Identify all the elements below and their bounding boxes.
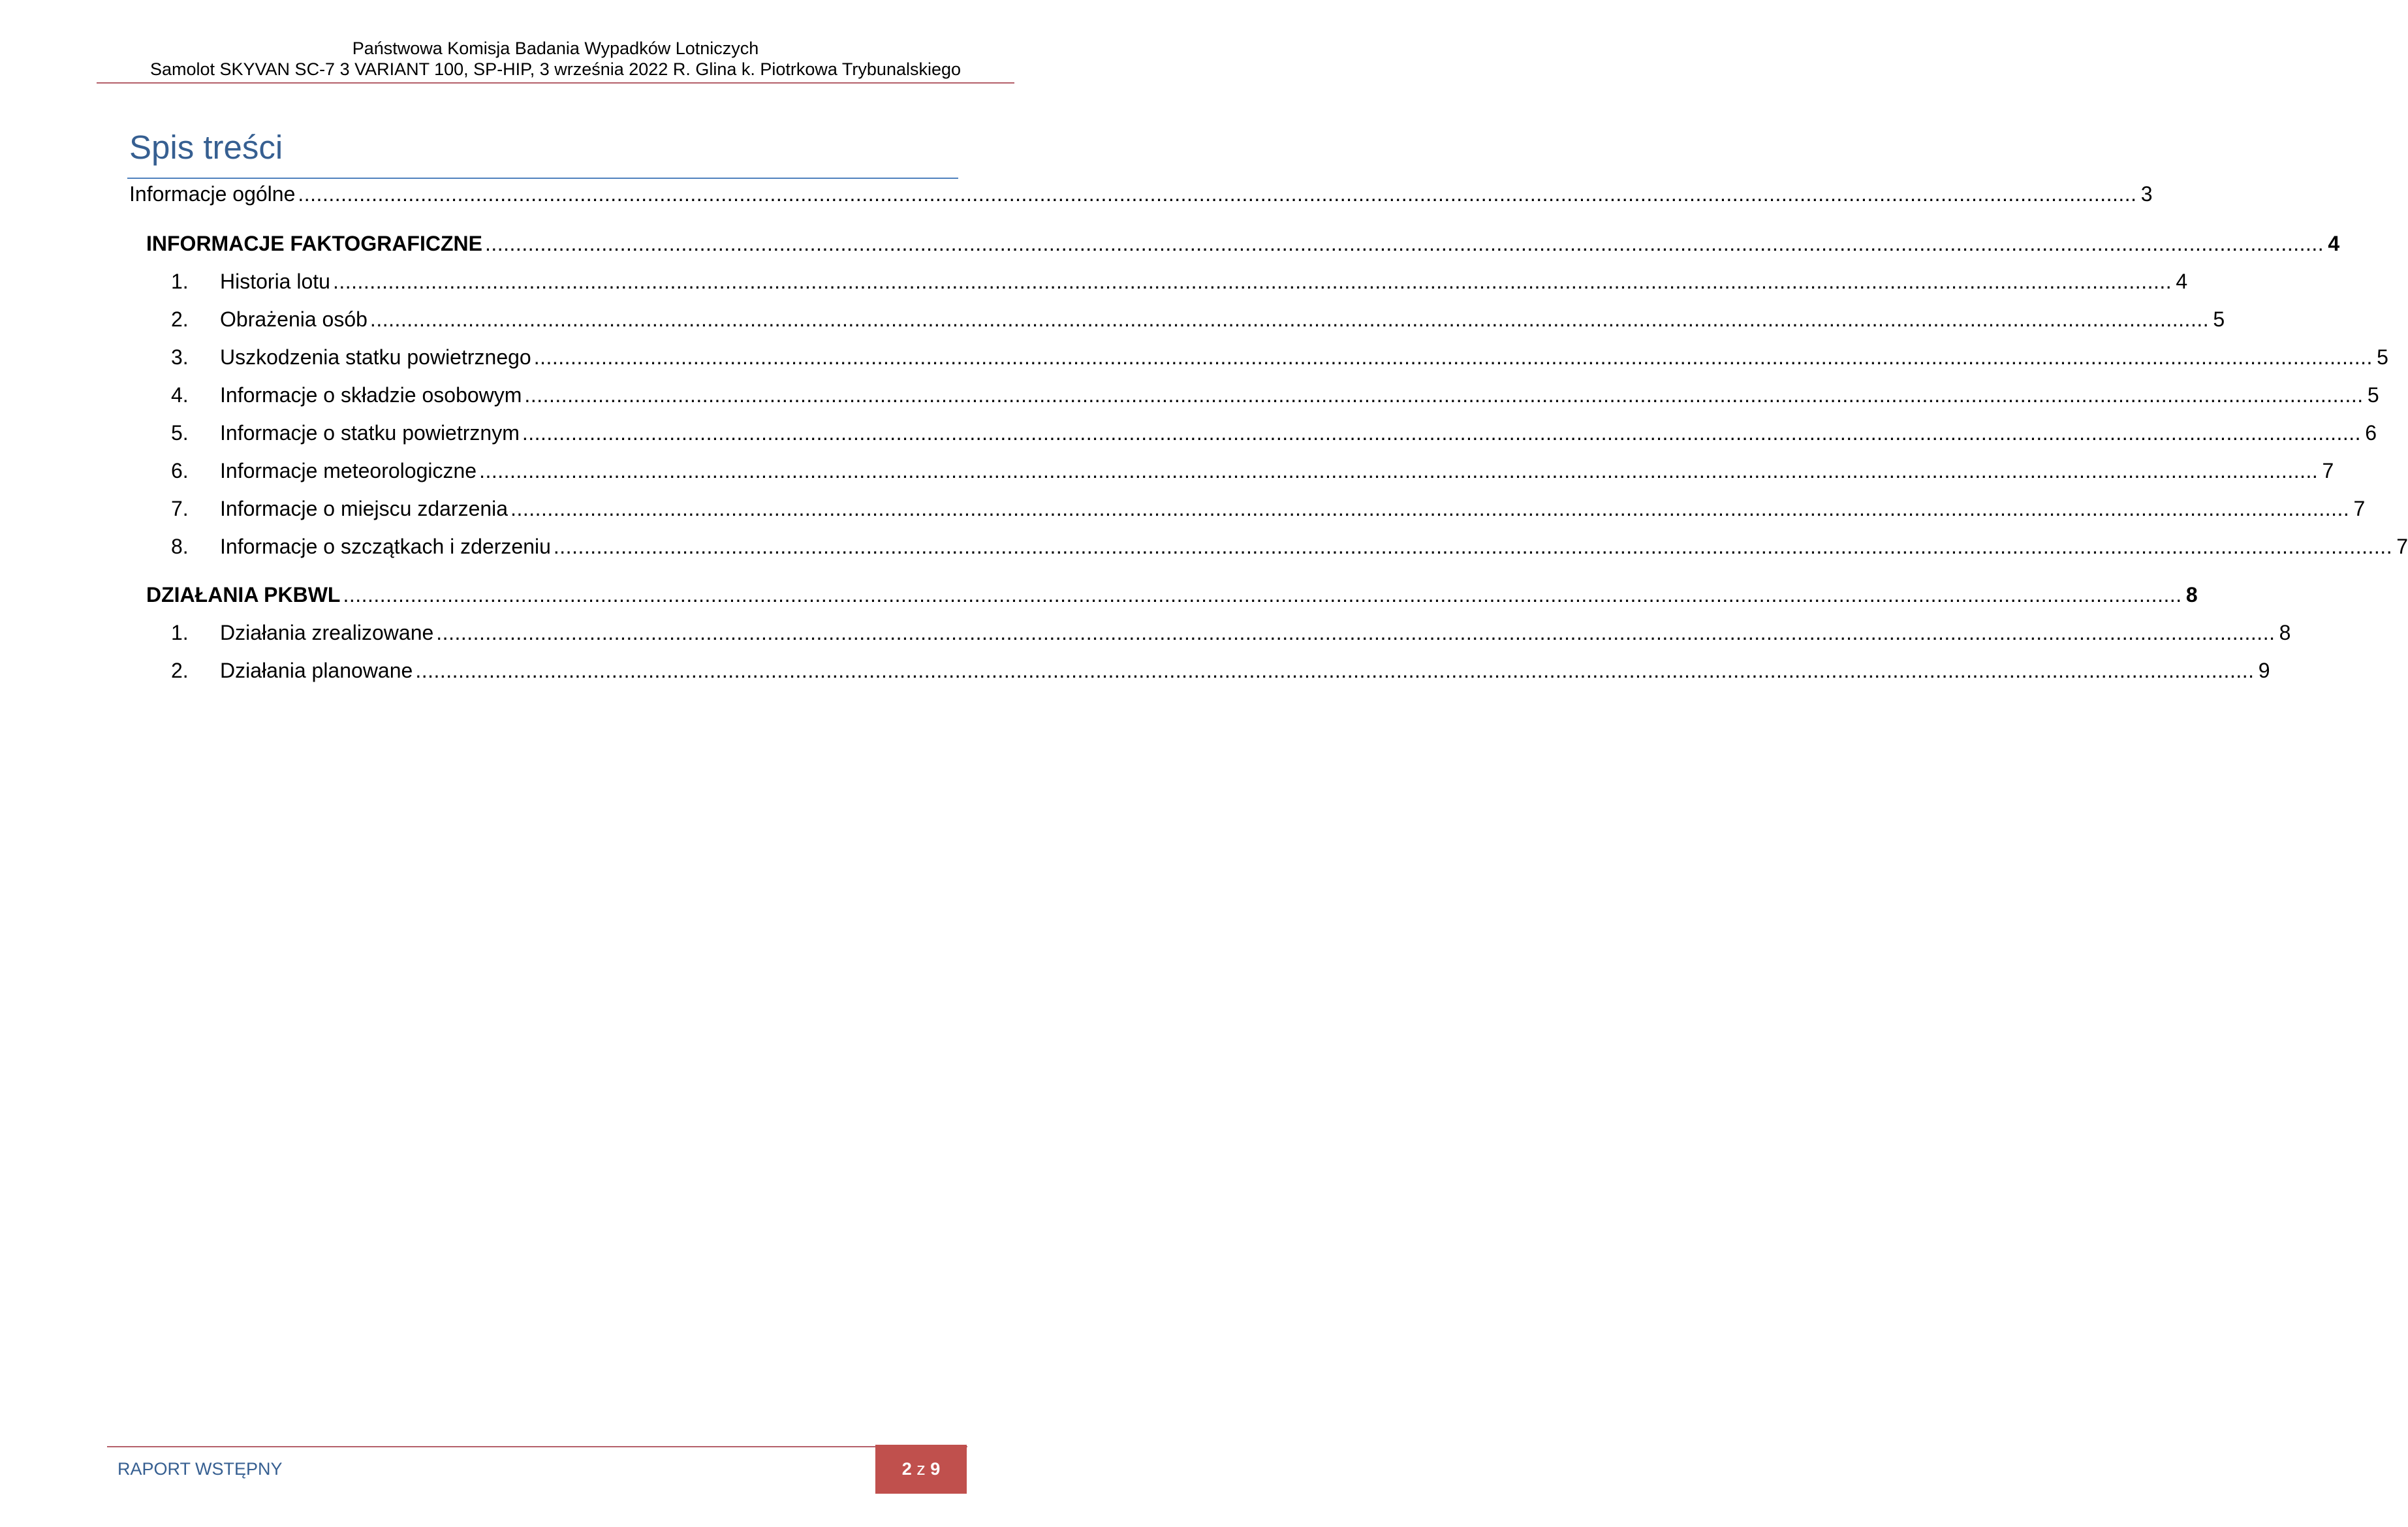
toc-entry-page: 8 (2279, 621, 2291, 644)
toc-entry-page: 4 (2176, 270, 2188, 293)
toc-subentry[interactable] (171, 382, 2379, 408)
toc-entry-number: 2. (171, 659, 189, 682)
toc-entry-page: 5 (2377, 345, 2388, 369)
toc-entry-page: 6 (2365, 421, 2377, 445)
toc-entry-page: 3 (2140, 182, 2153, 206)
toc-subentry[interactable] (171, 533, 2408, 559)
toc-subentry[interactable] (171, 657, 2270, 684)
toc-entry-page: 4 (2328, 232, 2340, 255)
toc-entry-page: 7 (2396, 535, 2408, 558)
toc-section-entry[interactable] (146, 230, 2340, 257)
toc-entry-page: 8 (2185, 583, 2198, 606)
page-header (97, 38, 1014, 80)
toc-leader-dots: ............................................................................................................................................................................................................................................................................................................ (415, 659, 2255, 682)
toc-leader-dots: ............................................................................................................................................................................................................................................................................................................ (510, 497, 2350, 520)
toc-entry[interactable] (129, 181, 2153, 207)
toc-subentry[interactable] (171, 420, 2377, 446)
toc-entry-label: Informacje o szczątkach i zderzeniu (220, 535, 551, 558)
toc-entry-page: 5 (2367, 383, 2379, 407)
header-organization: Państwowa Komisja Badania Wypadków Lotniczych (352, 39, 759, 58)
toc-entry-label: Informacje o miejscu zdarzenia (220, 497, 508, 520)
toc-entry-label: INFORMACJE FAKTOGRAFICZNE (146, 232, 482, 255)
toc-entry-number: 5. (171, 421, 189, 445)
toc-entry-label: Działania planowane (220, 659, 413, 682)
toc-title-divider (127, 178, 958, 179)
toc-entry-page: 5 (2213, 307, 2225, 331)
toc-section-entry[interactable] (146, 582, 2198, 608)
toc-entry-label: Informacje ogólne (129, 182, 296, 206)
toc-entry-page: 7 (2353, 497, 2366, 520)
toc-entry-number: 1. (171, 621, 189, 644)
page-separator: z (916, 1459, 926, 1479)
header-divider (97, 82, 1014, 84)
toc-entry-label: Informacje o składzie osobowym (220, 383, 522, 407)
toc-title: Spis treści (129, 129, 283, 166)
toc-leader-dots: ............................................................................................................................................................................................................................................................................................................ (343, 583, 2182, 606)
toc-leader-dots: ............................................................................................................................................................................................................................................................................................................ (522, 421, 2362, 445)
toc-entry-page: 9 (2258, 659, 2270, 682)
toc-entry-number: 7. (171, 497, 189, 520)
toc-leader-dots: ............................................................................................................................................................................................................................................................................................................ (332, 270, 2172, 293)
toc-entry-number: 1. (171, 270, 189, 293)
footer-report-type: RAPORT WSTĘPNY (117, 1459, 283, 1479)
footer-page-indicator (875, 1445, 967, 1494)
header-subject: Samolot SKYVAN SC-7 3 VARIANT 100, SP-HIP, 3 września 2022 R. Glina k. Piotrkowa Trybunalskiego (149, 59, 962, 79)
toc-entry-label: Uszkodzenia statku powietrznego (220, 345, 531, 369)
toc-entry-label: Historia lotu (220, 270, 330, 293)
page-current: 2 (901, 1459, 912, 1479)
toc-entry-label: Działania zrealizowane (220, 621, 434, 644)
toc-subentry[interactable] (171, 458, 2334, 484)
toc-leader-dots: ............................................................................................................................................................................................................................................................................................................ (436, 621, 2275, 644)
toc-entry-label: DZIAŁANIA PKBWL (146, 583, 341, 606)
toc-entry-number: 2. (171, 307, 189, 331)
footer-divider (107, 1446, 967, 1447)
toc-entry-number: 6. (171, 459, 189, 482)
toc-subentry[interactable] (171, 620, 2291, 646)
toc-leader-dots: ............................................................................................................................................................................................................................................................................................................ (479, 459, 2319, 482)
toc-entry-label: Informacje meteorologiczne (220, 459, 477, 482)
toc-leader-dots: ............................................................................................................................................................................................................................................................................................................ (553, 535, 2393, 558)
toc-subentry[interactable] (171, 344, 2388, 370)
toc-entry-number: 4. (171, 383, 189, 407)
toc-leader-dots: ............................................................................................................................................................................................................................................................................................................ (484, 232, 2324, 255)
page-total: 9 (930, 1459, 941, 1479)
toc-entry-number: 3. (171, 345, 189, 369)
toc-entry-label: Informacje o statku powietrznym (220, 421, 520, 445)
toc-leader-dots: ............................................................................................................................................................................................................................................................................................................ (369, 307, 2210, 331)
toc-entry-page: 7 (2322, 459, 2334, 482)
toc-subentry[interactable] (171, 496, 2366, 522)
toc-entry-label: Obrażenia osób (220, 307, 367, 331)
toc-leader-dots: ............................................................................................................................................................................................................................................................................................................ (524, 383, 2364, 407)
toc-subentry[interactable] (171, 306, 2225, 332)
toc-leader-dots: ............................................................................................................................................................................................................................................................................................................ (533, 345, 2373, 369)
toc-entry-number: 8. (171, 535, 189, 558)
toc-leader-dots: ............................................................................................................................................................................................................................................................................................................ (298, 182, 2137, 206)
toc-subentry[interactable] (171, 268, 2188, 294)
